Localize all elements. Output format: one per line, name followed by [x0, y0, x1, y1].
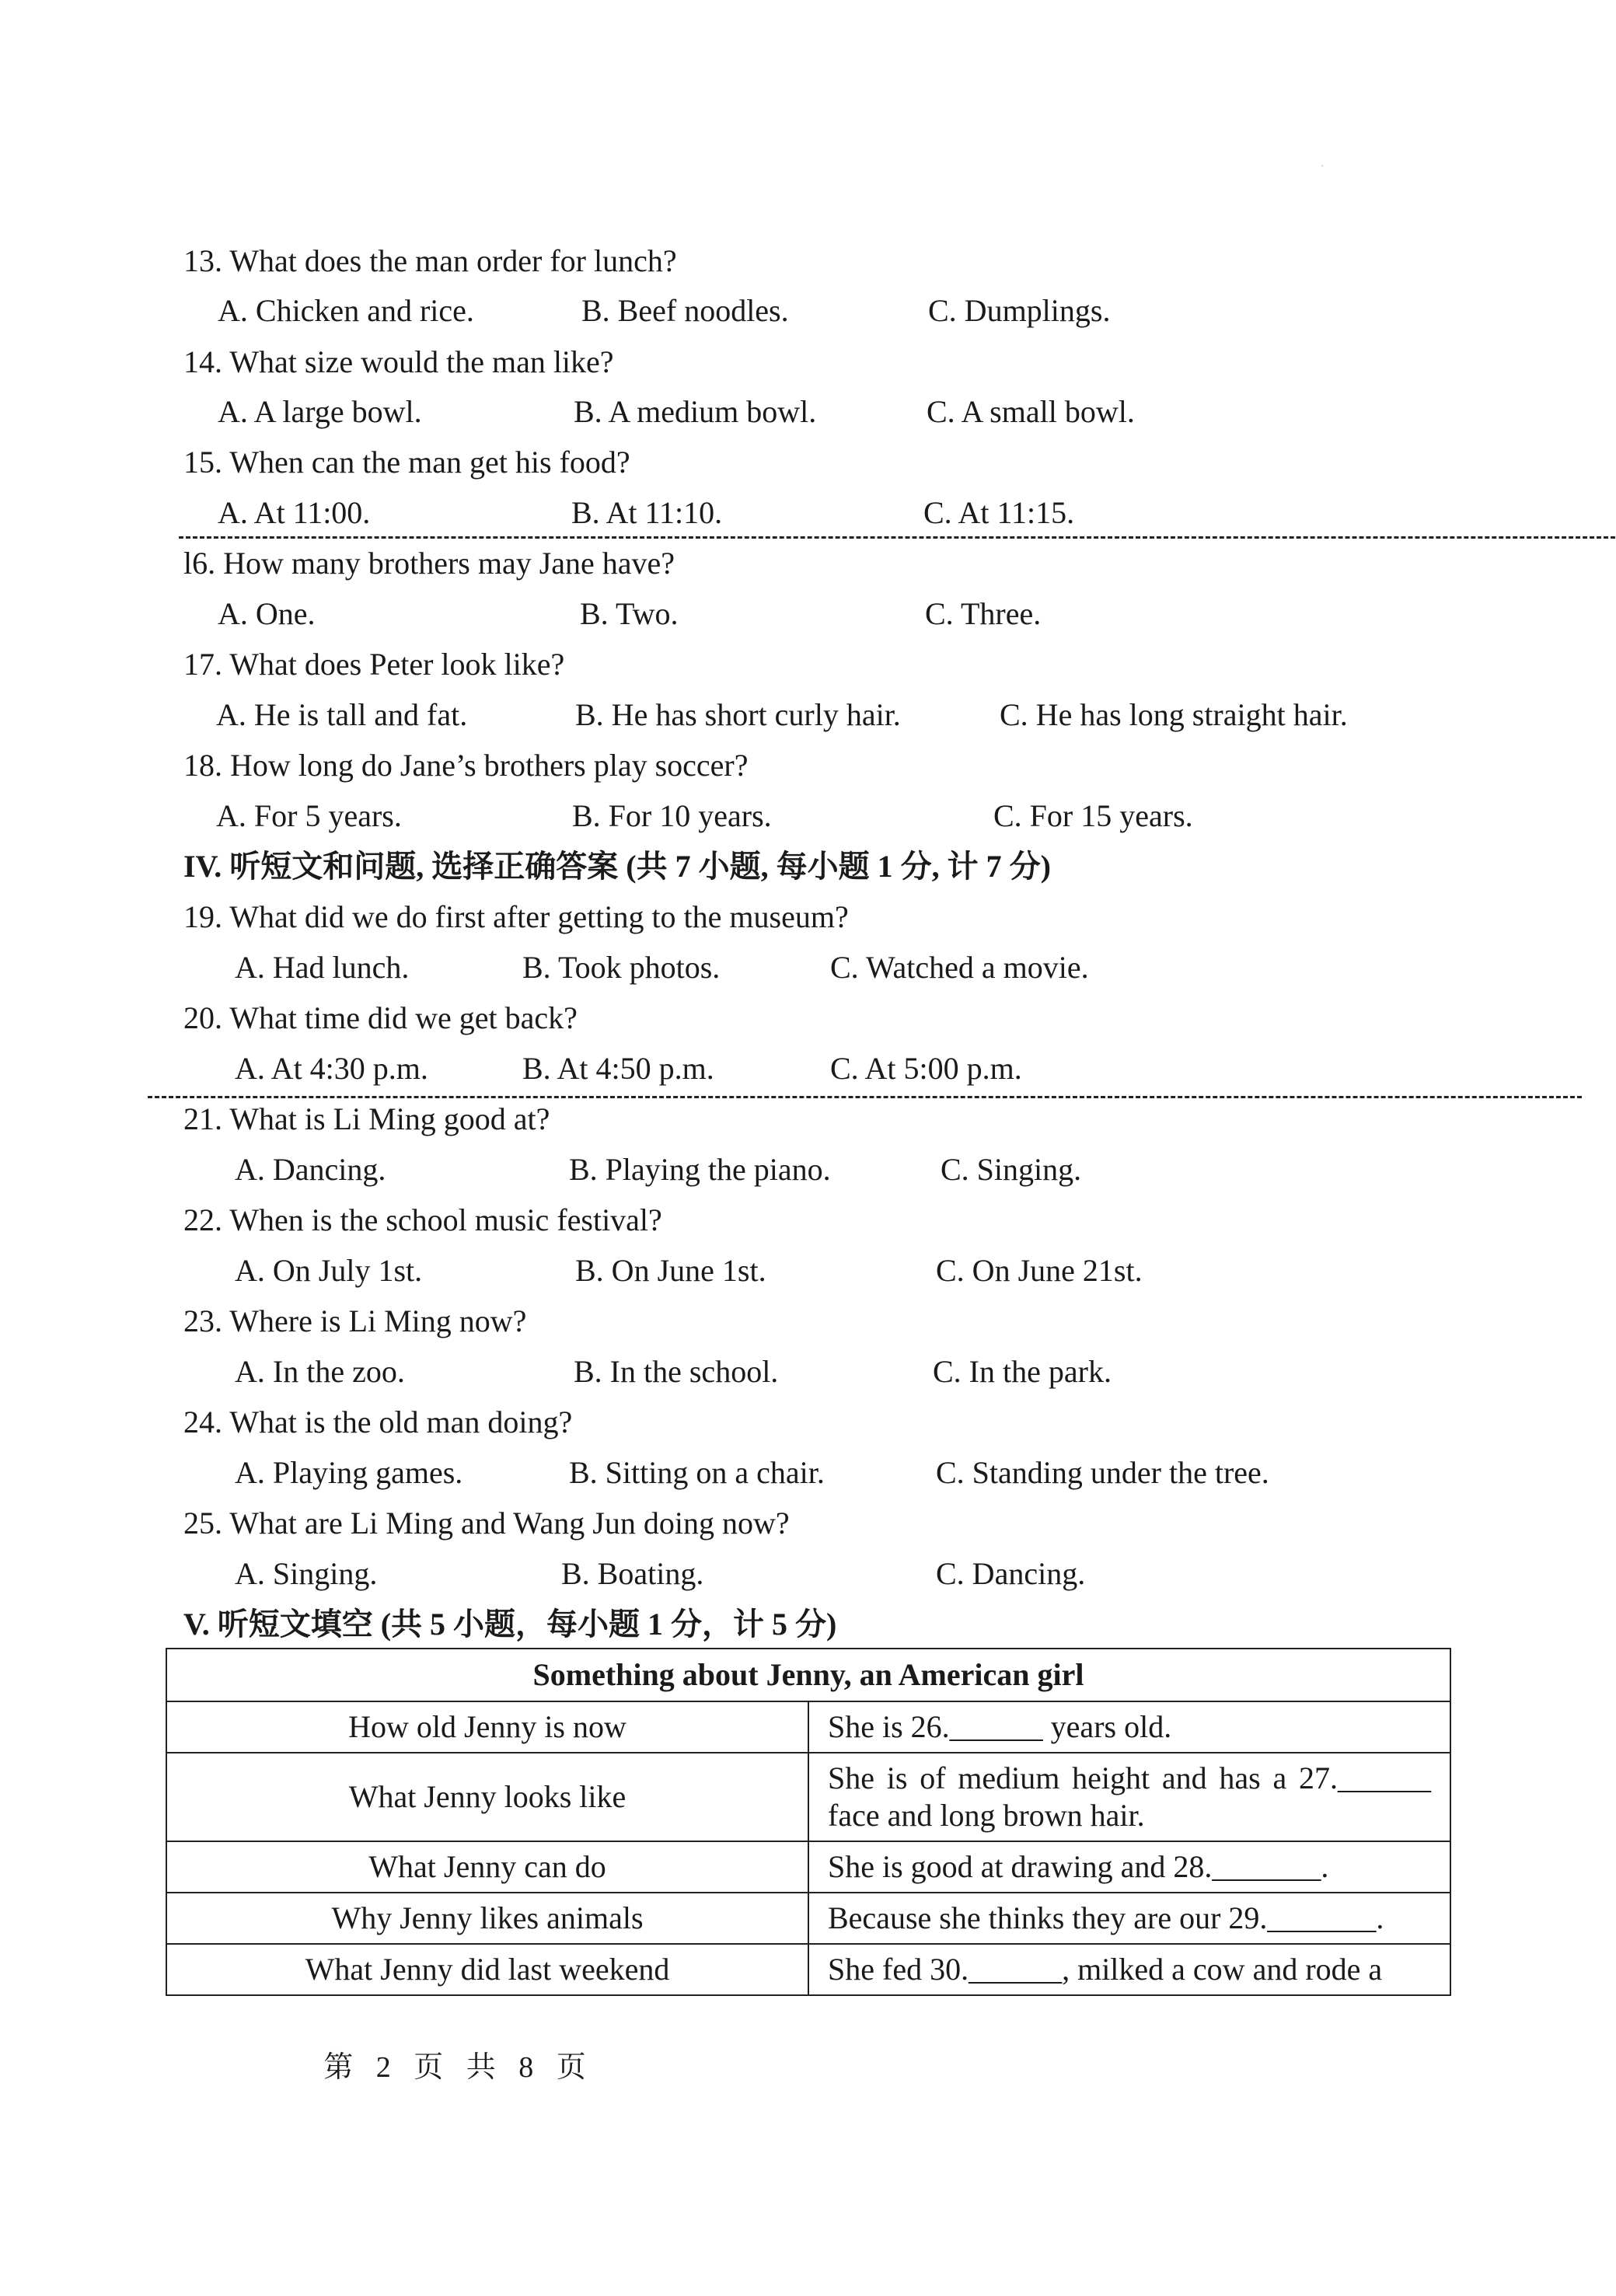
- option-16c: C. Three.: [925, 596, 1042, 631]
- question-13: 13. What does the man order for lunch?: [183, 243, 677, 278]
- option-19c: C. Watched a movie.: [830, 950, 1089, 985]
- option-19a: A. Had lunch.: [235, 950, 410, 985]
- dashed-divider: [179, 536, 1615, 539]
- option-21a: A. Dancing.: [235, 1152, 386, 1187]
- option-20a: A. At 4:30 p.m.: [235, 1051, 428, 1086]
- section-v-heading: V. 听短文填空 (共 5 小题，每小题 1 分，计 5 分): [183, 1607, 837, 1642]
- option-15a: A. At 11:00.: [218, 495, 371, 530]
- option-21b: B. Playing the piano.: [569, 1152, 831, 1187]
- table-cell-question: Why Jenny likes animals: [166, 1893, 808, 1944]
- table-cell-answer: She is 26.______ years old.: [808, 1701, 1450, 1753]
- jenny-info-table: [166, 1648, 1451, 1996]
- option-25b: B. Boating.: [561, 1556, 704, 1591]
- option-13c: C. Dumplings.: [928, 293, 1111, 328]
- question-17: 17. What does Peter look like?: [183, 647, 565, 682]
- option-22b: B. On June 1st.: [575, 1253, 766, 1288]
- option-14a: A. A large bowl.: [218, 394, 422, 429]
- option-23b: B. In the school.: [574, 1354, 779, 1389]
- question-24: 24. What is the old man doing?: [183, 1404, 573, 1439]
- option-16a: A. One.: [218, 596, 316, 631]
- option-17c: C. He has long straight hair.: [1000, 697, 1348, 732]
- option-16b: B. Two.: [580, 596, 679, 631]
- option-17b: B. He has short curly hair.: [575, 697, 901, 732]
- table-title: Something about Jenny, an American girl: [166, 1649, 1450, 1701]
- table-cell-answer: She is good at drawing and 28._______.: [808, 1841, 1450, 1893]
- table-cell-answer: She is of medium height and has a 27.______ face and long brown hair.: [808, 1753, 1450, 1841]
- option-24b: B. Sitting on a chair.: [569, 1455, 825, 1490]
- option-25c: C. Dancing.: [936, 1556, 1086, 1591]
- option-22a: A. On July 1st.: [235, 1253, 423, 1288]
- option-20b: B. At 4:50 p.m.: [522, 1051, 714, 1086]
- table-row: [166, 1841, 1450, 1893]
- table-row: [166, 1753, 1450, 1841]
- question-18: 18. How long do Jane’s brothers play soccer?: [183, 748, 749, 783]
- table-header-row: [166, 1649, 1450, 1701]
- table-row: [166, 1944, 1450, 1995]
- option-15c: C. At 11:15.: [923, 495, 1075, 530]
- option-23c: C. In the park.: [933, 1354, 1112, 1389]
- option-13b: B. Beef noodles.: [581, 293, 789, 328]
- option-22c: C. On June 21st.: [936, 1253, 1143, 1288]
- table-cell-question: What Jenny can do: [166, 1841, 808, 1893]
- question-23: 23. Where is Li Ming now?: [183, 1303, 527, 1338]
- section-iv-heading: IV. 听短文和问题, 选择正确答案 (共 7 小题, 每小题 1 分, 计 7 分): [183, 849, 1051, 884]
- option-15b: B. At 11:10.: [571, 495, 723, 530]
- option-20c: C. At 5:00 p.m.: [830, 1051, 1022, 1086]
- table-cell-question: What Jenny looks like: [166, 1753, 808, 1841]
- question-25: 25. What are Li Ming and Wang Jun doing now?: [183, 1506, 790, 1541]
- corner-mark: .: [1321, 160, 1324, 169]
- option-17a: A. He is tall and fat.: [216, 697, 468, 732]
- option-25a: A. Singing.: [235, 1556, 378, 1591]
- table-cell-question: What Jenny did last weekend: [166, 1944, 808, 1995]
- option-18c: C. For 15 years.: [993, 798, 1193, 833]
- table-cell-answer: She fed 30.______, milked a cow and rode a: [808, 1944, 1450, 1995]
- option-24a: A. Playing games.: [235, 1455, 463, 1490]
- option-14c: C. A small bowl.: [927, 394, 1135, 429]
- table-cell-question: How old Jenny is now: [166, 1701, 808, 1753]
- question-16: l6. How many brothers may Jane have?: [183, 546, 675, 581]
- option-18b: B. For 10 years.: [572, 798, 772, 833]
- option-13a: A. Chicken and rice.: [218, 293, 474, 328]
- table-row: [166, 1701, 1450, 1753]
- question-21: 21. What is Li Ming good at?: [183, 1101, 550, 1136]
- question-19: 19. What did we do first after getting to the museum?: [183, 899, 849, 934]
- option-14b: B. A medium bowl.: [574, 394, 817, 429]
- page-footer: 第 2 页 共 8 页: [323, 2051, 594, 2084]
- question-22: 22. When is the school music festival?: [183, 1202, 662, 1237]
- question-20: 20. What time did we get back?: [183, 1000, 578, 1035]
- question-14: 14. What size would the man like?: [183, 344, 614, 379]
- question-15: 15. When can the man get his food?: [183, 445, 630, 480]
- dashed-divider: [148, 1096, 1582, 1098]
- option-23a: A. In the zoo.: [235, 1354, 405, 1389]
- table-cell-answer: Because she thinks they are our 29._______.: [808, 1893, 1450, 1944]
- option-21c: C. Singing.: [941, 1152, 1082, 1187]
- table-row: [166, 1893, 1450, 1944]
- option-19b: B. Took photos.: [522, 950, 721, 985]
- option-18a: A. For 5 years.: [216, 798, 402, 833]
- option-24c: C. Standing under the tree.: [936, 1455, 1269, 1490]
